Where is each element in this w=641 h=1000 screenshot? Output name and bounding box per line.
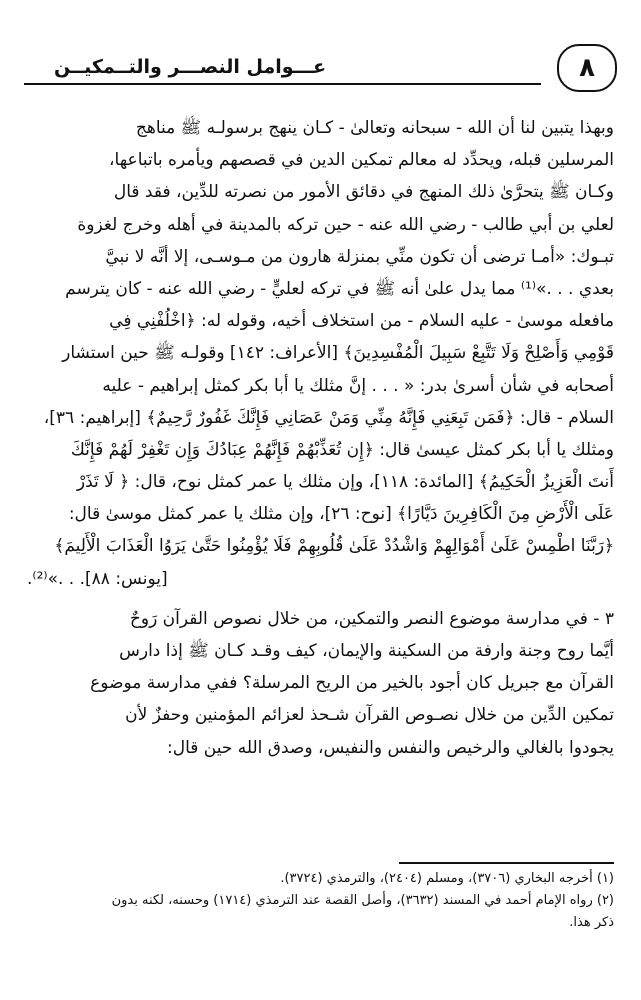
text-line: ٣ - في مدارسة موضوع النصر والتمكين، من خلال نصوص القرآن رَوحٌ (129, 608, 614, 629)
header-rule (24, 83, 541, 85)
text-line: تبـوك: «أمـا ترضى أن تكون منِّي بمنزلة هارون من مـوسـى، إلا أنَّه لا نبيَّ (105, 246, 614, 267)
text-line: عَلَى الْأَرْضِ مِنَ الْكَافِرِينَ دَيَّارًا﴾ [نوح: ٢٦]، وإن مثلك يا عمر كمثل موسىٰ قال: (68, 504, 614, 525)
footnote-rule (399, 862, 614, 864)
main-text (27, 112, 614, 764)
text-line: ومثلك يا أبا بكر كمثل عيسىٰ قال: ﴿إِن تُعَذِّبْهُمْ فَإِنَّهُمْ عِبَادُكَ وَإِن تَغْفِرْ لَهُمْ فَإِنَّكَ (70, 439, 614, 460)
running-header (24, 38, 617, 94)
footnote: (٢) رواه الإمام أحمد في المسند (٣٦٣٢)، وأصل القصة عند الترمذي (١٧١٤) وحسنه، لكنه بدون (111, 893, 614, 908)
text-line: أيَّما روح وجنة وارفة من السكينة والإيمان، كيف وقـد كـان ﷺ إذا دارس (119, 641, 614, 661)
text-line: تمكين الدِّين من خلال نصـوص القرآن شـحذ لعزائم المؤمنين وحفزٌ لأن (125, 705, 614, 726)
footnotes (27, 868, 614, 934)
text-line: القرآن مع جبريل كان أجود بالخير من الريح المرسلة؟ ففي مدارسة موضوع (90, 673, 614, 694)
chapter-title: عـــوامل النصـــر والتــمكيــن (54, 56, 327, 78)
text-line: لعلي بن أبي طالب - رضي الله عنه - حين تركه بالمدينة في أهله وخرج لغزوة (77, 214, 614, 235)
text-line: مافعله موسىٰ - عليه السلام - من استخلاف أخيه، وقوله له: ﴿اخْلُفْنِي فِي (109, 311, 614, 332)
text-line: السلام - قال: ﴿فَمَن تَبِعَنِي فَإِنَّهُ مِنِّي وَمَنْ عَصَانِي فَإِنَّكَ غَفُورٌ رَّحِيمٌ﴾ [إبراهيم: ٣٦]، (43, 407, 614, 428)
text-line: أصحابه في شأن أسرىٰ بدر: « . . . إنَّ مثلك يا أبا بكر كمثل إبراهيم - عليه (102, 375, 614, 396)
page-number: ٨ (557, 44, 617, 92)
text-line: ﴿رَبَّنَا اطْمِسْ عَلَىٰ أَمْوَالِهِمْ وَاشْدُدْ عَلَىٰ قُلُوبِهِمْ فَلَا يُؤْمِنُوا حَتَّىٰ يَرَوُا الْعَذَابَ الْأَلِيمَ﴾ (54, 536, 614, 557)
footnote: ذكر هذا. (569, 915, 614, 930)
text-line: وكـان ﷺ يتحرَّىٰ ذلك المنهج في دقائق الأمور من نصرته للدِّين، فقد قال (113, 182, 614, 203)
text-line: أَنتَ الْعَزِيزُ الْحَكِيمُ﴾ [المائدة: ١١٨]، وإن مثلك يا عمر كمثل نوح، قال: ﴿ لَا تَذَرْ (76, 472, 614, 493)
text-line: قَوْمِي وَأَصْلِحْ وَلَا تَتَّبِعْ سَبِيلَ الْمُفْسِدِينَ﴾ [الأعراف: ١٤٢] وقولـه ﷺ حين استشار (62, 343, 614, 364)
text-line: وبهذا يتبين لنا أن الله - سبحانه وتعالىٰ - كـان ينهج برسولـه ﷺ مناهج (135, 118, 614, 138)
text-line: المرسلين قبله، ويحدِّد له معالم تمكين الدين في قصصهم ويأمره باتباعها، (109, 150, 614, 171)
text-line: يجودوا بالغالي والرخيص والنفس والنفيس، وصدق الله حين قال: (166, 737, 614, 758)
text-line: بعدي . . .»⁽¹⁾ مما يدل علىٰ أنه ﷺ في تركه لعليٍّ - رضي الله عنه - كان يترسم (65, 278, 614, 299)
text-line: [يونس: ٨٨]. . .»⁽²⁾. (27, 568, 168, 589)
footnote: (١) أخرجه البخاري (٣٧٠٦)، ومسلم (٢٤٠٤)، والترمذي (٣٧٢٤). (280, 871, 614, 886)
